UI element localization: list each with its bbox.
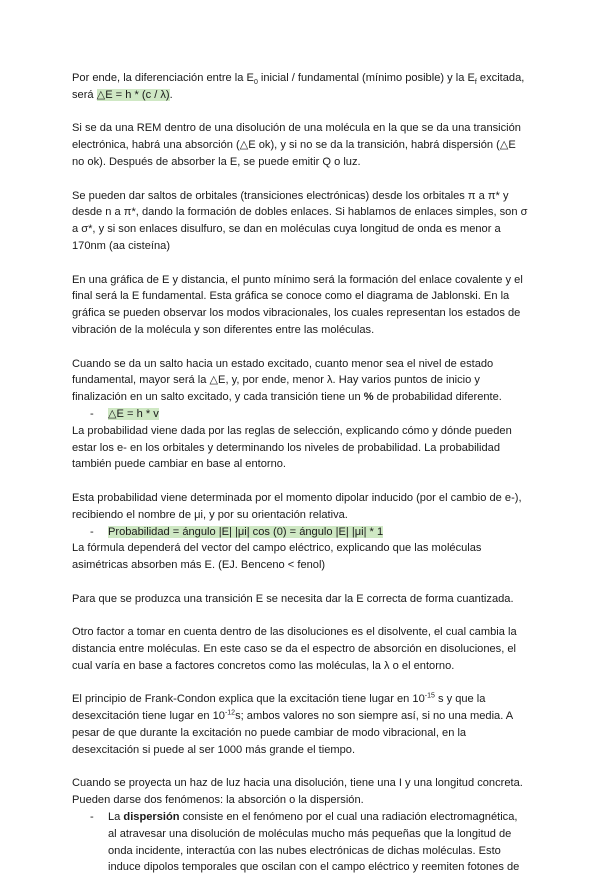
highlighted-formula: △E = h * (c / λ): [96, 88, 170, 101]
paragraph-selection-rules: La probabilidad viene dada por las reglas de selección, explicando cómo y dónde pueden estar los e- en los orbitales y determinando los niveles de probabilidad. La probabilidad también puede cambiar en base al entorno.: [72, 424, 512, 471]
text-run: s y que la desexcitación tiene lugar en 10: [72, 693, 486, 723]
subscript: 0: [253, 79, 258, 87]
highlighted-formula: Probabilidad = ángulo |E| |μi| cos (0) = ángulo |E| |μi| * 1: [108, 525, 384, 538]
text-run: Cuando se da un salto hacia un estado excitado, cuanto menor sea el nivel de estado fundamental, mayor será la △E, y, por ende, menor λ. Hay varios puntos de inicio y finalización en un salto excitado, y cada transición tiene un: [72, 357, 494, 404]
subscript: f: [474, 79, 477, 87]
bullet-formula-energy: [72, 406, 528, 423]
text-run: .: [169, 88, 173, 101]
paragraph-solvent: Otro factor a tomar en cuenta dentro de las disoluciones es el disolvente, el cual cambia la distancia entre moléculas. En este caso se da el espectro de absorción en disoluciones, el cual varía en base a factores concretos como las moléculas, la λ o el entorno.: [72, 626, 517, 672]
text-run: consiste en el fenómeno por el cual una radiación electromagnética, al atravesar una disolución de moléculas mucho más pequeñas que la longitud de onda incidente, interactúa con las nubes electrónicas de dichas moléculas. Esto induce dipolos temporales que oscilan con el campo eléctrico y reemiten fotones de: [108, 811, 520, 874]
bullet-dash: -: [90, 407, 94, 420]
bold-text: dispersión: [123, 811, 180, 824]
superscript: -15: [424, 692, 435, 700]
paragraph-excited-state: [72, 356, 528, 406]
text-run: excitada, será: [72, 72, 525, 101]
bullet-dash: -: [90, 811, 94, 824]
bullet-dispersion: [72, 809, 528, 876]
bullet-formula-probability: [72, 524, 528, 541]
text-run: La: [108, 811, 124, 824]
highlighted-formula: △E = h * v: [108, 407, 159, 420]
paragraph-energy-difference: [72, 70, 528, 104]
superscript: -12: [224, 709, 236, 717]
paragraph-electric-field: La fórmula dependerá del vector del campo eléctrico, explicando que las moléculas asimétricas absorben más E. (EJ. Benceno < fenol): [72, 542, 482, 572]
paragraph-light-beam: Cuando se proyecta un haz de luz hacia una disolución, tiene una I y una longitud concreta. Pueden darse dos fenómenos: la absorción o la dispersión.: [72, 777, 523, 807]
text-run: s; ambos valores no son siempre así, si no una media. A pesar de que durante la excitación no puede cambiar de modo vibracional, en la desexcitación si puede al ser 1000 más grande el tiempo.: [72, 710, 513, 756]
text-run: inicial / fundamental (mínimo posible) y la E: [257, 72, 475, 84]
bold-text: %: [363, 391, 374, 404]
paragraph-dipole-moment: Esta probabilidad viene determinada por el momento dipolar inducido (por el cambio de e-), recibiendo el nombre de μi, y por su orientación relativa.: [72, 491, 522, 521]
paragraph-orbital-transitions: Se pueden dar saltos de orbitales (transiciones electrónicas) desde los orbitales π a π* y desde n a π*, dando la formación de dobles enlaces. Si hablamos de enlaces simples, son σ a σ*, y si son enlaces disulfuro, se dan en moléculas cuya longitud de onda es menor a 170nm (aa cisteína): [72, 189, 528, 252]
text-run: El principio de Frank-Condon explica que la excitación tiene lugar en 10: [72, 693, 425, 706]
paragraph-quantized-energy: Para que se produzca una transición E se necesita dar la E correcta de forma cuantizada.: [72, 592, 514, 605]
paragraph-franck-condon: [72, 691, 528, 758]
text-run: de probabilidad diferente.: [373, 391, 502, 404]
text-run: Por ende, la diferenciación entre la E: [72, 72, 254, 84]
bullet-dash: -: [90, 525, 94, 538]
paragraph-jablonski: En una gráfica de E y distancia, el punto mínimo será la formación del enlace covalente y el final será la E fundamental. Esta gráfica se conoce como el diagrama de Jablonski. En la gráfica se pueden observar los modos vibracionales, los cuales representan los estados de vibración de la molécula y son diferentes entre las moléculas.: [72, 273, 523, 336]
paragraph-rem-absorption: Si se da una REM dentro de una disolución de una molécula en la que se da una transición electrónica, habrá una absorción (△E ok), y si no se da la transición, habrá dispersión (△E no ok). Después de absorber la E, se puede emitir Q o luz.: [72, 122, 521, 168]
